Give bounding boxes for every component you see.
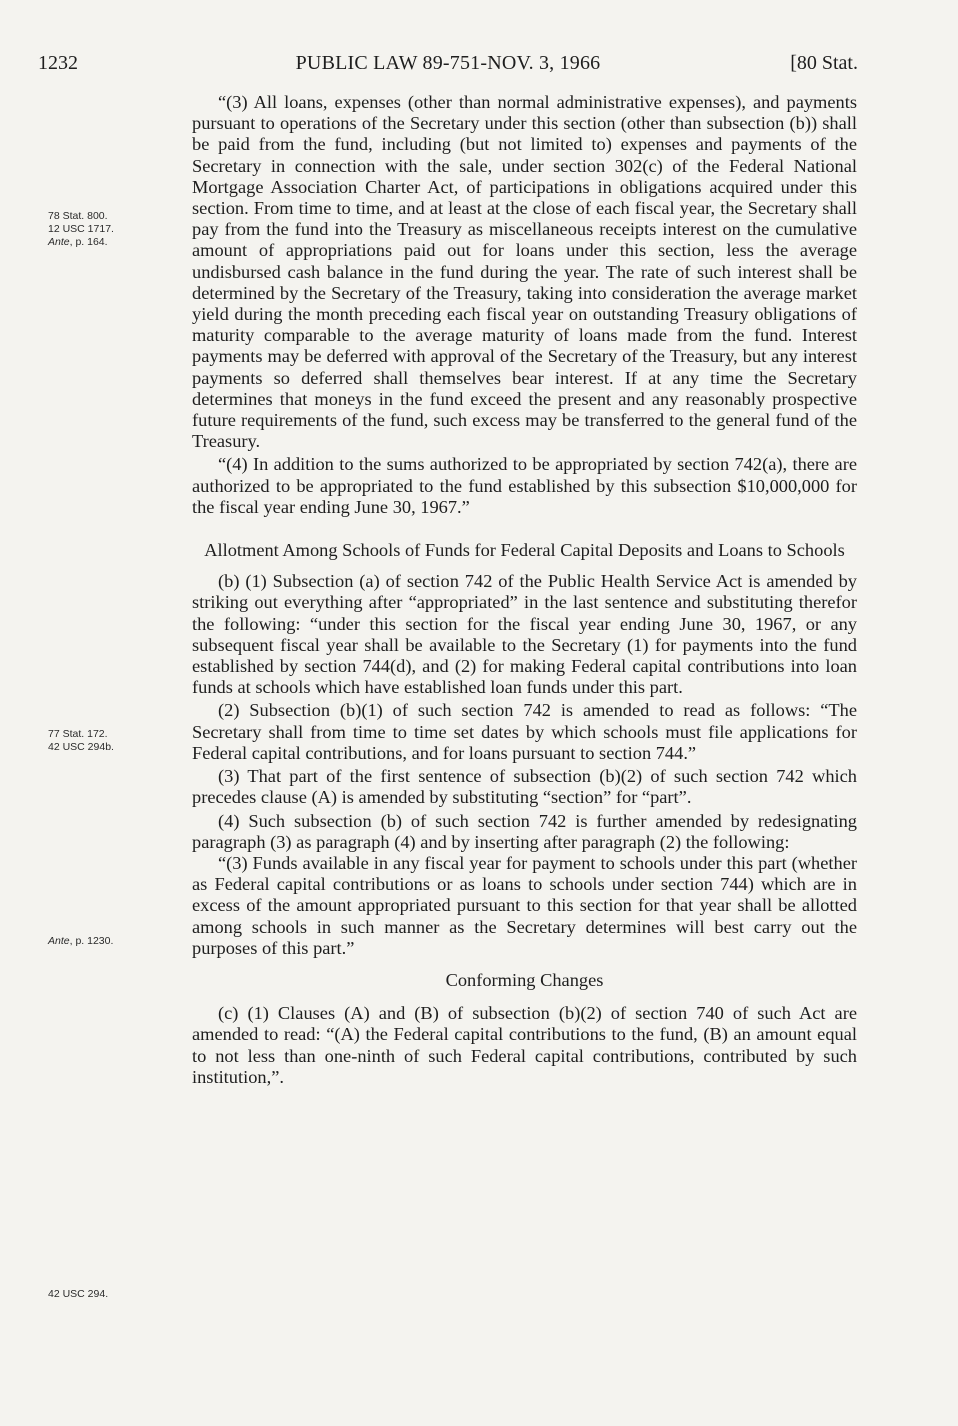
paragraph-3: “(3) All loans, expenses (other than normal administrative expenses), and payments pursuant to operations of the Secretary under this section (other than subsection (b)) shall be paid from the fund, including (but not limited to) expenses and payments of the Secretary in connection with the sale, under section 302(c) of the Federal National Mortgage Association Charter Act, of participations in obligations acquired under this section. From time to time, and at least at the close of each fiscal year, the Secretary shall pay from the fund into the Treasury as miscellaneous receipts interest on the cumulative amount of appropriations paid out for loans under this section, less the average undisbursed cash balance in the fund during the year. The rate of such interest shall be determined by the Secretary of the Treasury, taking into consideration the average market yield during the month preceding each fiscal year on outstanding Treasury obligations of maturity comparable to the average maturity of loans made from the fund. Interest payments may be deferred with approval of the Secretary of the Treasury, but any interest payments so deferred shall themselves bear interest. If at any time the Secretary determines that moneys in the fund exceed the present and any reasonably prospective future requirements of the fund, such excess may be transferred to the general fund of the Treasury. — [192, 92, 857, 452]
section-heading-allotment: Allotment Among Schools of Funds for Federal Capital Deposits and Loans to Schools — [204, 540, 845, 561]
paragraph-b4-quote: “(3) Funds available in any fiscal year for payment to schools under this part (whether as Federal capital contributions or as loans to schools under section 744) which are in excess of the amount appropriated pursuant to this section for that year shall be allotted among schools in such manner as the Secretary determines will best carry out the purposes of this part.” — [192, 852, 857, 958]
paragraph-b4: (4) Such subsection (b) of such section 742 is further amended by redesignating paragraph (3) as paragraph (4) and by inserting after paragraph (2) the following: — [192, 810, 857, 852]
margin-citation — [48, 728, 168, 754]
section-heading-conforming: Conforming Changes — [445, 969, 604, 990]
margin-citation — [48, 210, 168, 249]
statute-volume: [80 Stat. — [790, 52, 858, 74]
margin-citation — [48, 935, 168, 948]
running-title: PUBLIC LAW 89-751-NOV. 3, 1966 — [295, 52, 601, 74]
page-number: 1232 — [38, 52, 78, 74]
paragraph-c1: (c) (1) Clauses (A) and (B) of subsection (b)(2) of section 740 of such Act are amended to read: “(A) the Federal capital contributions to the fund, (B) an amount equal to not less than one-ninth of such Federal capital contributions, contributed by such institution,”. — [192, 1003, 857, 1087]
margin-line: Ante, p. 164. — [48, 236, 108, 248]
page-header — [38, 52, 858, 82]
margin-line: 77 Stat. 172. — [48, 728, 108, 740]
paragraph-b1: (b) (1) Subsection (a) of section 742 of the Public Health Service Act is amended by striking out everything after “appropriated” in the last sentence and substituting therefor the following: “under this section for the fiscal year ending June 30, 1967, or any subsequent fiscal year shall be available to the Secretary (1) for payments into the fund established by section 744(d), and (2) for making Federal capital contributions into loan funds at schools which have established loan funds under this part. — [192, 571, 857, 698]
margin-line: Ante, p. 1230. — [48, 935, 114, 947]
paragraph-4: “(4) In addition to the sums authorized to be appropriated by section 742(a), there are authorized to be appropriated to the fund established by this subsection $10,000,000 for the fiscal year ending June 30, 1967.” — [192, 454, 857, 517]
margin-line: 78 Stat. 800. — [48, 210, 108, 222]
body-text — [192, 92, 857, 1088]
margin-line: 42 USC 294. — [48, 1288, 109, 1300]
paragraph-b3: (3) That part of the first sentence of subsection (b)(2) of such section 742 which precedes clause (A) is amended by substituting “section” for “part”. — [192, 766, 857, 808]
margin-line: 12 USC 1717. — [48, 223, 114, 235]
paragraph-b2: (2) Subsection (b)(1) of such section 742 is amended to read as follows: “The Secretary shall from time to time set dates by which schools must file applications for Federal capital contributions, and for loans pursuant to section 744.” — [192, 700, 857, 763]
margin-citation — [48, 1288, 168, 1301]
margin-line: 42 USC 294b. — [48, 741, 114, 753]
